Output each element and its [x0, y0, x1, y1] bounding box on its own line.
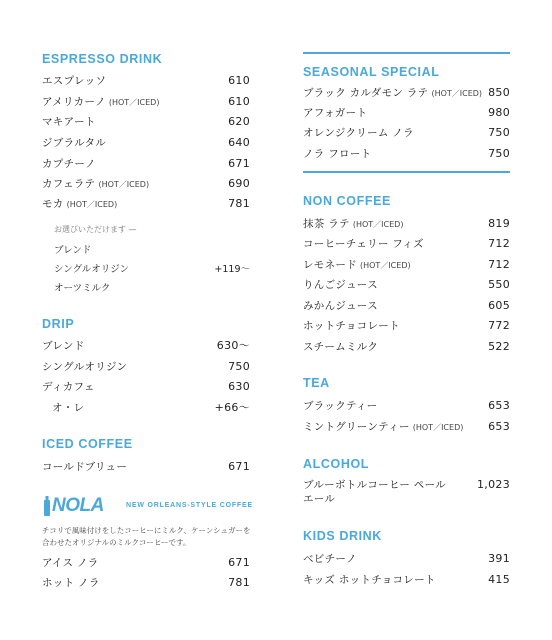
item-note: (HOT／ICED) [412, 422, 464, 432]
item-price: 1,023 [477, 478, 510, 491]
section-divider [303, 52, 510, 54]
item-price: 772 [488, 318, 510, 332]
menu-item [42, 93, 250, 109]
item-price: 781 [228, 196, 250, 210]
menu-item [303, 124, 510, 140]
item-name: ディカフェ [42, 380, 95, 393]
item-price: 610 [228, 94, 250, 108]
menu-item [42, 175, 250, 191]
menu-item [303, 397, 510, 413]
nola-logo-text: NOLA [52, 495, 104, 516]
seasonal-special-title: SEASONAL SPECIAL [303, 65, 440, 79]
item-name: キッズ ホットチョコレート [303, 573, 436, 586]
menu-item [303, 104, 510, 120]
menu-item [42, 554, 250, 570]
item-price: 653 [488, 398, 510, 412]
menu-item [303, 478, 510, 506]
nola-tagline: NEW ORLEANS-STYLE COFFEE [126, 502, 253, 509]
item-name: ブレンド [42, 339, 85, 352]
item-price: 750 [488, 125, 510, 139]
menu-item [303, 256, 510, 272]
item-price: 690 [228, 176, 250, 190]
item-name: カプチーノ [42, 157, 96, 170]
nola-description-line2: 合わせたオリジナルのミルクコーヒーです。 [42, 538, 191, 547]
item-price: +66〜 [214, 401, 250, 414]
alcohol-title: ALCOHOL [303, 457, 369, 471]
menu-item [42, 113, 250, 129]
menu-item [42, 337, 250, 353]
menu-item [303, 215, 510, 231]
item-price: 653 [488, 419, 510, 433]
item-price: 620 [228, 114, 250, 128]
item-note: (HOT／ICED) [431, 88, 483, 98]
menu-item [303, 145, 510, 161]
options-heading: お選びいただけます — [54, 225, 137, 234]
item-price: 550 [488, 277, 510, 291]
item-price: 630 [228, 379, 250, 393]
item-name: ノラ フロート [303, 147, 372, 160]
tea-title: TEA [303, 376, 330, 390]
menu-item [42, 134, 250, 150]
item-price: 712 [488, 257, 510, 271]
item-name: りんごジュース [303, 278, 378, 291]
item-price: 630〜 [216, 339, 250, 352]
item-name: アイス ノラ [42, 556, 99, 569]
option-item [54, 242, 250, 256]
item-name: カフェラテ [42, 177, 96, 190]
menu-item [42, 458, 250, 474]
item-note: (HOT／ICED) [352, 219, 404, 229]
menu-item [42, 358, 250, 374]
section-divider [303, 171, 510, 173]
item-name: ジブラルタル [42, 136, 107, 149]
menu-item [303, 550, 510, 566]
item-name: ブラック カルダモン ラテ [303, 86, 429, 99]
option-name: オーツミルク [54, 283, 111, 294]
menu-item [42, 195, 250, 211]
item-name: シングルオリジン [42, 360, 128, 373]
item-name: ベビチーノ [303, 552, 357, 565]
item-name: エスプレッソ [42, 74, 107, 87]
menu-item [303, 84, 510, 100]
item-price: 671 [228, 555, 250, 569]
menu-item [303, 338, 510, 354]
menu-item [303, 297, 510, 313]
iced-coffee-title: ICED COFFEE [42, 437, 133, 451]
menu-item [42, 574, 250, 590]
menu-item [42, 155, 250, 171]
item-price: 750 [228, 359, 250, 373]
item-price: 819 [488, 216, 510, 230]
item-name: 抹茶 ラテ [303, 217, 350, 230]
item-price: 391 [488, 551, 510, 565]
item-price: 671 [228, 459, 250, 473]
kids-drink-title: KIDS DRINK [303, 529, 382, 543]
menu-item [42, 378, 250, 394]
item-price: 712 [488, 236, 510, 250]
item-name: マキアート [42, 115, 96, 128]
item-name: コールドブリュー [42, 460, 128, 473]
option-name: ブレンド [54, 245, 92, 256]
espresso-drink-title: ESPRESSO DRINK [42, 52, 163, 66]
option-item [54, 261, 250, 275]
item-price: 781 [228, 575, 250, 589]
menu-item [303, 418, 510, 434]
nola-bottle-icon [42, 496, 52, 516]
non-coffee-title: NON COFFEE [303, 194, 391, 208]
menu-item [303, 571, 510, 587]
item-note: (HOT／ICED) [108, 97, 160, 107]
item-name: アメリカーノ [42, 95, 106, 108]
item-price: 980 [488, 105, 510, 119]
drip-title: DRIP [42, 317, 75, 331]
item-price: 605 [488, 298, 510, 312]
item-name: ブルーボトルコーヒー ペールエール [303, 479, 446, 505]
item-name: オ・レ [52, 401, 85, 414]
menu-item [303, 235, 510, 251]
menu-item [303, 276, 510, 292]
nola-description-line1: チコリで風味付けをしたコーヒーにミルク、ケーンシュガーを [42, 526, 251, 535]
item-price: 750 [488, 146, 510, 160]
menu-item [303, 317, 510, 333]
item-name: ホット ノラ [42, 576, 100, 589]
item-note: (HOT／ICED) [66, 199, 118, 209]
item-name: ブラックティー [303, 399, 378, 412]
item-name: アフォガート [303, 106, 368, 119]
item-name: オレンジクリーム ノラ [303, 126, 414, 139]
item-price: 522 [488, 339, 510, 353]
item-name: コーヒーチェリー フィズ [303, 237, 424, 250]
item-price: 415 [488, 572, 510, 586]
item-name: みかんジュース [303, 299, 378, 312]
option-price: +119〜 [214, 264, 250, 275]
item-price: 610 [228, 73, 250, 87]
item-name: ミントグリーンティー [303, 420, 410, 433]
item-price: 671 [228, 156, 250, 170]
item-note: (HOT／ICED) [360, 260, 411, 270]
item-name: モカ [42, 197, 64, 210]
item-name: スチームミルク [303, 340, 379, 353]
item-price: 640 [228, 135, 250, 149]
item-name: レモネード [303, 258, 357, 271]
option-item [54, 280, 250, 294]
nola-logo [42, 496, 104, 516]
menu-item [42, 399, 250, 415]
menu-item [42, 72, 250, 88]
item-note: (HOT／ICED) [98, 179, 150, 189]
option-name: シングルオリジン [54, 264, 130, 275]
item-name: ホットチョコレート [303, 319, 400, 332]
item-price: 850 [488, 85, 510, 99]
